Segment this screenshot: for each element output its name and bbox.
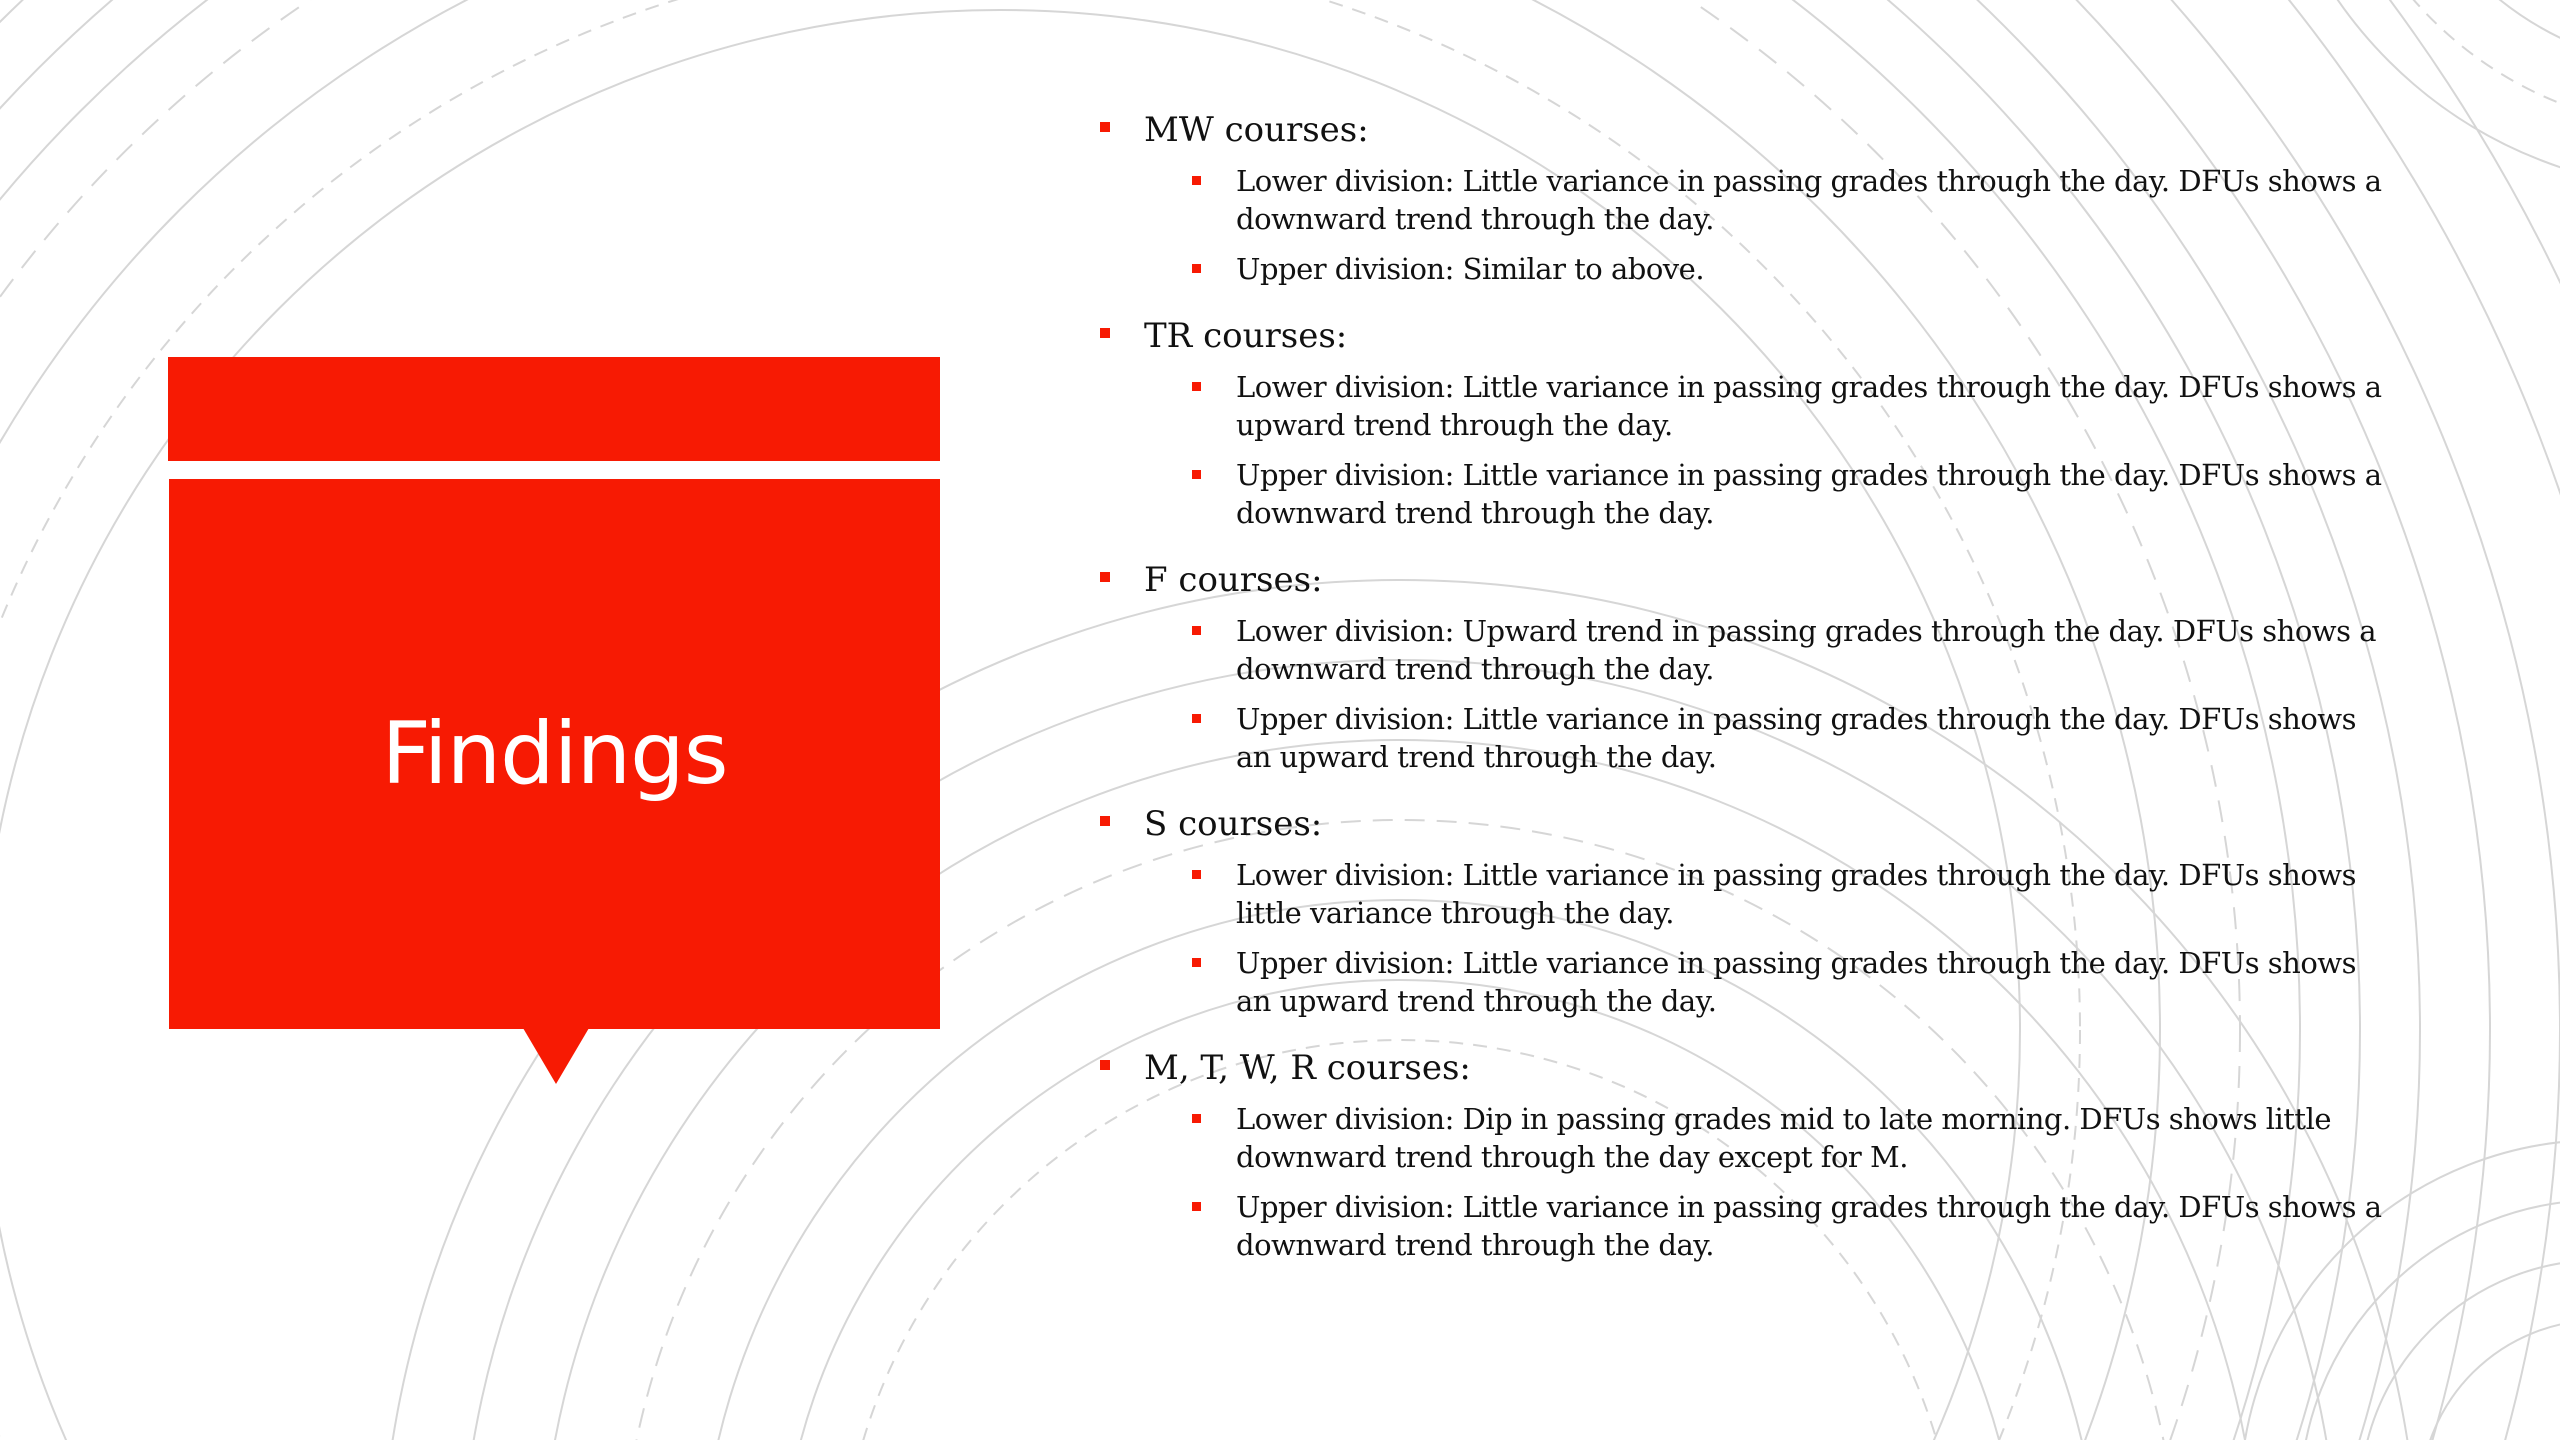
section-heading — [1090, 104, 2390, 156]
section-heading-text: TR courses: — [1144, 316, 1348, 356]
list-item-text: Upper division: Little variance in passing grades through the day. DFUs shows an upward trend through the day. — [1236, 946, 2357, 1018]
bullet-square-icon — [1100, 328, 1110, 338]
section-heading — [1090, 310, 2390, 362]
list-item-text: Lower division: Little variance in passing grades through the day. DFUs shows little variance through the day. — [1236, 858, 2356, 930]
section-heading-text: F courses: — [1144, 560, 1323, 600]
section-heading — [1090, 1042, 2390, 1094]
bullet-square-icon — [1100, 1060, 1110, 1070]
section-heading-text: S courses: — [1144, 804, 1323, 844]
slide-title: Findings — [381, 704, 728, 804]
section-tr — [1090, 310, 2390, 532]
section-heading-text: MW courses: — [1144, 110, 1369, 150]
bullet-square-icon — [1100, 572, 1110, 582]
bullet-square-icon — [1192, 470, 1201, 479]
list-item-text: Lower division: Little variance in passing grades through the day. DFUs shows a downward trend through the day. — [1236, 164, 2382, 236]
title-callout-pointer — [523, 1028, 589, 1084]
list-item — [1236, 368, 2390, 444]
list-item-text: Lower division: Dip in passing grades mid to late morning. DFUs shows little downward trend through the day except for M. — [1236, 1102, 2332, 1174]
bullet-square-icon — [1100, 816, 1110, 826]
title-accent-band — [168, 357, 940, 461]
list-item — [1236, 1188, 2390, 1264]
list-item — [1236, 700, 2390, 776]
list-item — [1236, 944, 2390, 1020]
list-item-text: Upper division: Little variance in passing grades through the day. DFUs shows a downward trend through the day. — [1236, 1190, 2382, 1262]
bullet-square-icon — [1192, 626, 1201, 635]
section-f — [1090, 554, 2390, 776]
bullet-square-icon — [1192, 382, 1201, 391]
list-item-text: Upper division: Similar to above. — [1236, 252, 1705, 286]
section-s — [1090, 798, 2390, 1020]
section-heading — [1090, 798, 2390, 850]
list-item — [1236, 162, 2390, 238]
bullet-square-icon — [1192, 1202, 1201, 1211]
bullet-square-icon — [1192, 1114, 1201, 1123]
list-item — [1236, 856, 2390, 932]
list-item — [1236, 456, 2390, 532]
findings-list — [1090, 104, 2390, 1286]
list-item-text: Lower division: Upward trend in passing grades through the day. DFUs shows a downward trend through the day. — [1236, 614, 2376, 686]
section-heading-text: M, T, W, R courses: — [1144, 1048, 1471, 1088]
section-mw — [1090, 104, 2390, 288]
section-heading — [1090, 554, 2390, 606]
bullet-square-icon — [1192, 958, 1201, 967]
list-item — [1236, 250, 2390, 288]
bullet-square-icon — [1100, 122, 1110, 132]
list-item-text: Upper division: Little variance in passing grades through the day. DFUs shows a downward trend through the day. — [1236, 458, 2382, 530]
bullet-square-icon — [1192, 176, 1201, 185]
bullet-square-icon — [1192, 264, 1201, 273]
bullet-square-icon — [1192, 714, 1201, 723]
list-item — [1236, 612, 2390, 688]
list-item — [1236, 1100, 2390, 1176]
bullet-square-icon — [1192, 870, 1201, 879]
list-item-text: Lower division: Little variance in passing grades through the day. DFUs shows a upward trend through the day. — [1236, 370, 2382, 442]
section-mtwr — [1090, 1042, 2390, 1264]
list-item-text: Upper division: Little variance in passing grades through the day. DFUs shows an upward trend through the day. — [1236, 702, 2357, 774]
